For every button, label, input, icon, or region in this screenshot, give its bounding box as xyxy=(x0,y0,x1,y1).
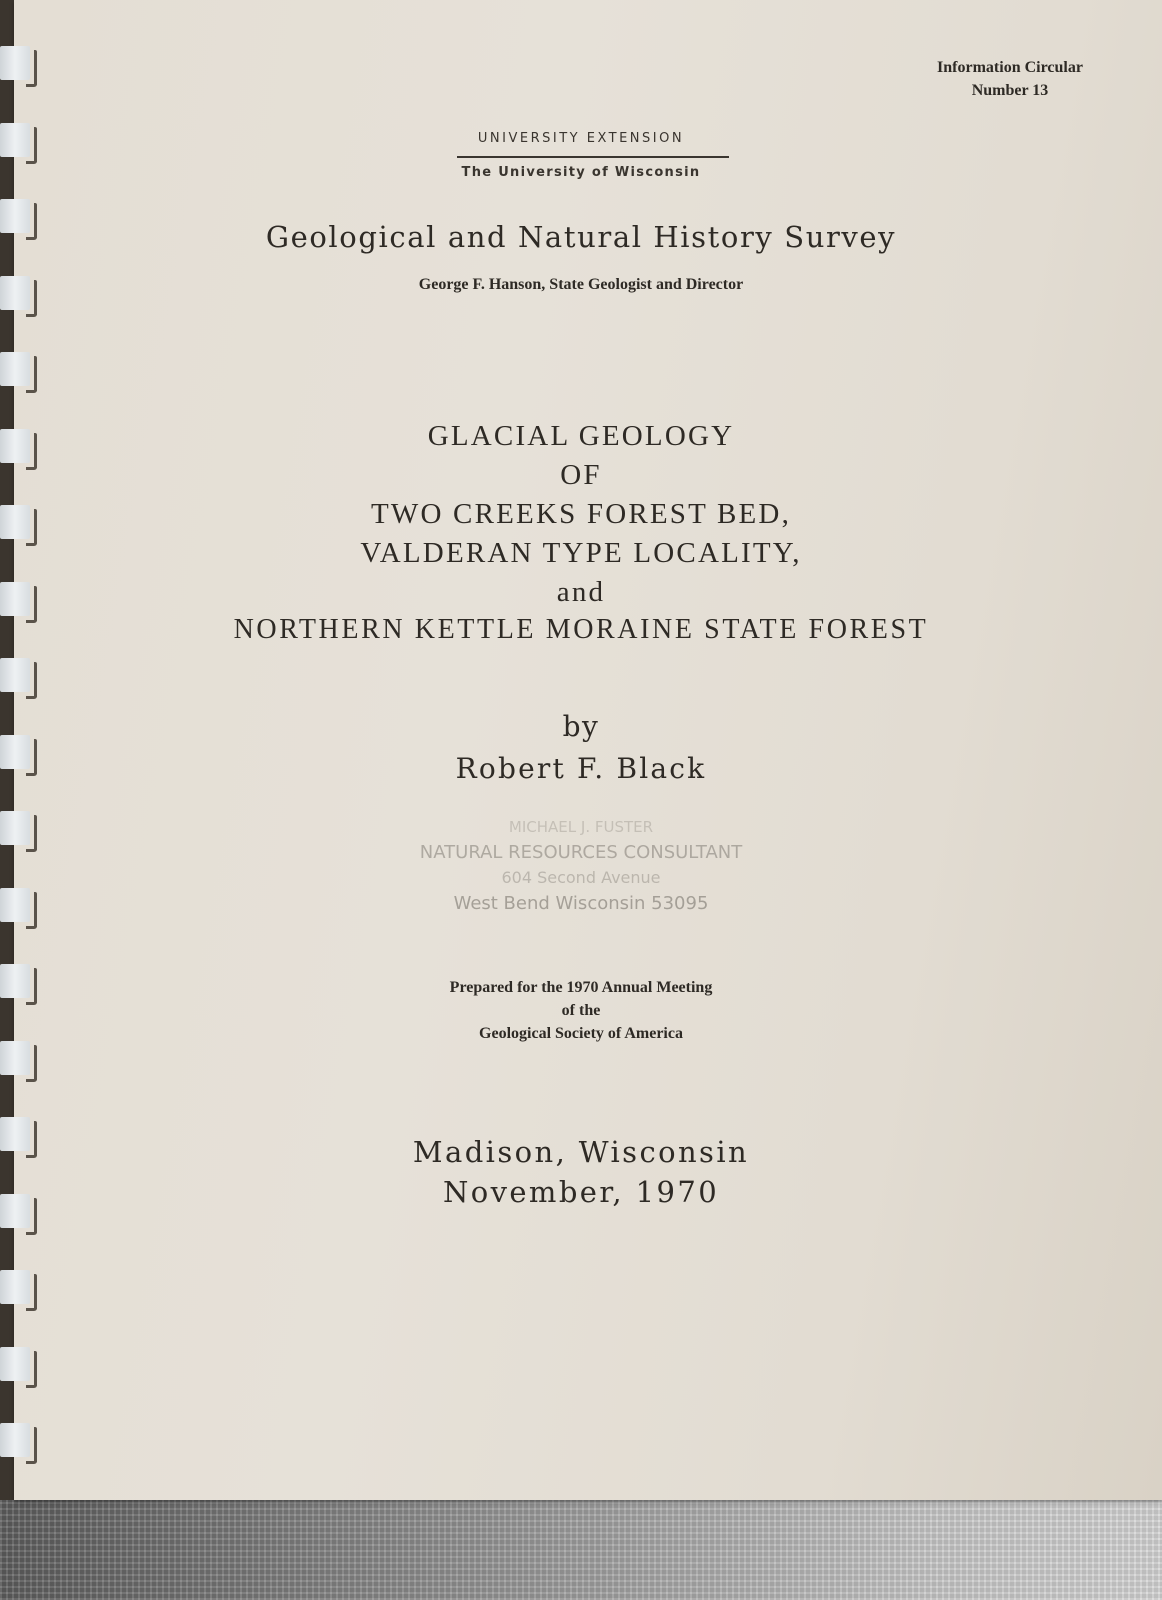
survey-name: Geological and Natural History Survey xyxy=(265,220,897,254)
series-line-1: Information Circular xyxy=(937,59,1083,76)
stamp-line-3: 604 Second Avenue xyxy=(501,868,661,887)
binding-coil xyxy=(0,1041,40,1075)
coil-hook xyxy=(26,356,37,393)
title-line-5: and xyxy=(556,576,606,608)
title-line-4: VALDERAN TYPE LOCALITY, xyxy=(360,537,802,569)
series-line-2: Number 13 xyxy=(971,82,1049,99)
byline-by: by xyxy=(562,710,600,743)
coil-hook xyxy=(26,1351,37,1388)
coil-hook xyxy=(26,1045,37,1082)
binding-coil xyxy=(0,1270,40,1304)
coil-hook xyxy=(26,1427,37,1464)
binding-coil xyxy=(0,46,40,80)
title-line-6: NORTHERN KETTLE MORAINE STATE FOREST xyxy=(233,614,929,645)
binding-coil xyxy=(0,1423,40,1457)
imprint-date: November, 1970 xyxy=(442,1175,720,1209)
imprint-place: Madison, Wisconsin xyxy=(412,1135,750,1169)
stamp-line-4: West Bend Wisconsin 53095 xyxy=(453,893,709,914)
binding-coil xyxy=(0,658,40,692)
author-name: Robert F. Black xyxy=(455,752,707,785)
scanner-background xyxy=(0,1500,1162,1600)
binding-coil xyxy=(0,1347,40,1381)
institution-divider xyxy=(457,156,729,158)
title-line-3: TWO CREEKS FOREST BED, xyxy=(370,498,792,530)
binding-coil xyxy=(0,352,40,386)
survey-director: George F. Hanson, State Geologist and Director xyxy=(418,276,744,293)
prepared-line-2: of the xyxy=(561,1002,601,1019)
stamp-line-2: NATURAL RESOURCES CONSULTANT xyxy=(419,842,743,863)
title-line-1: GLACIAL GEOLOGY xyxy=(427,420,735,452)
stamp-line-1: MICHAEL J. FUSTER xyxy=(508,818,654,836)
prepared-line-3: Geological Society of America xyxy=(479,1025,683,1042)
coil-hook xyxy=(26,1274,37,1311)
coil-hook xyxy=(26,50,37,87)
institution-name: UNIVERSITY EXTENSION xyxy=(477,131,685,146)
imprint xyxy=(0,1132,1162,1212)
prepared-for xyxy=(0,976,1162,1045)
title-line-2: OF xyxy=(560,459,602,491)
series-label xyxy=(900,56,1120,102)
coil-hook xyxy=(26,662,37,699)
prepared-line-1: Prepared for the 1970 Annual Meeting xyxy=(449,979,713,996)
institution-subtitle: The University of Wisconsin xyxy=(461,165,701,180)
